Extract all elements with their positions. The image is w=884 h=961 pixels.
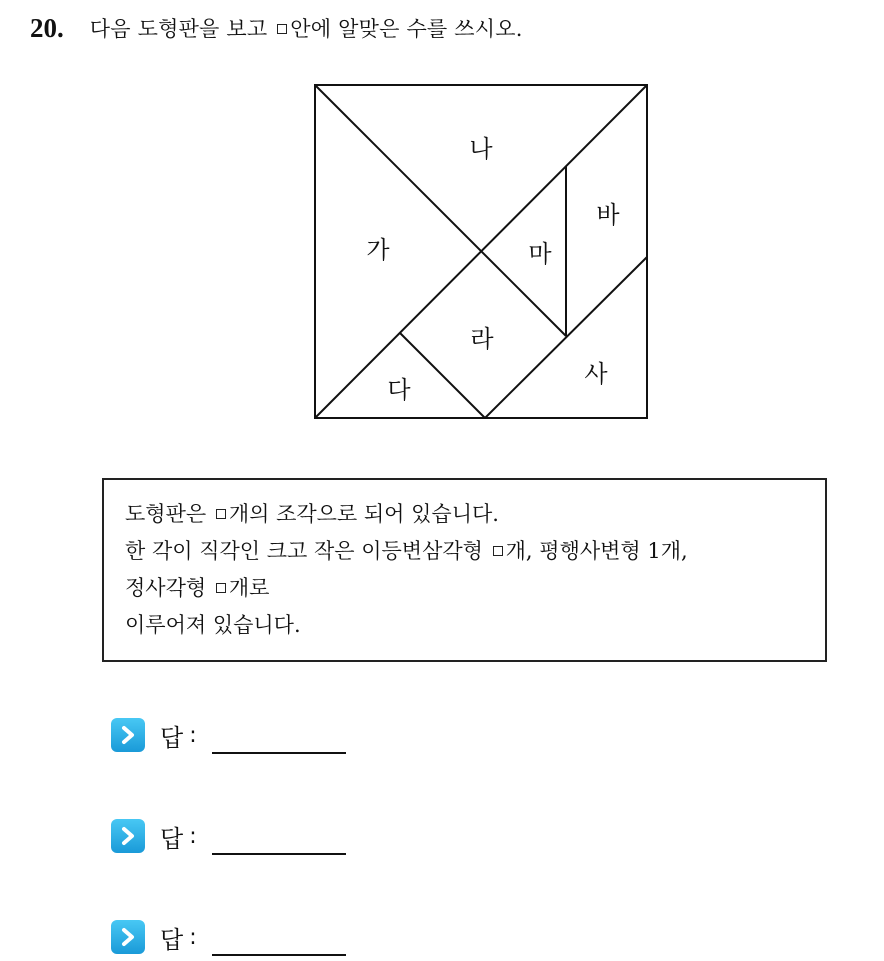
piece-label-ra: 라 <box>470 325 494 353</box>
statement-line-2-before: 한 각이 직각인 크고 작은 이등변삼각형 <box>125 539 490 563</box>
tangram-svg <box>0 0 884 470</box>
answer-colon: : <box>189 722 197 748</box>
answer-input-3[interactable] <box>212 954 346 956</box>
statement-line-2-after: 개, 평행사변형 1개, <box>505 539 688 563</box>
tangram-diagonal-line <box>315 85 566 336</box>
statement-line-3 <box>125 570 825 607</box>
answer-input-1[interactable] <box>212 752 346 754</box>
blank-box-icon <box>216 583 226 593</box>
answer-colon: : <box>189 823 197 849</box>
question-text-before: 다음 도형판을 보고 <box>89 17 275 41</box>
piece-label-sa: 사 <box>584 360 608 388</box>
question-text-after: 안에 알맞은 수를 쓰시오. <box>290 17 523 41</box>
statement-line-1 <box>125 496 825 533</box>
chevron-right-icon <box>111 718 145 752</box>
answer-label: 답 <box>160 723 184 752</box>
statement-line-2 <box>125 533 825 570</box>
statement-line-1-after: 개의 조각으로 되어 있습니다. <box>228 502 499 526</box>
statement-line-1-before: 도형판은 <box>125 502 213 526</box>
blank-box-icon <box>216 509 226 519</box>
answer-input-2[interactable] <box>212 853 346 855</box>
chevron-right-icon <box>111 819 145 853</box>
answer-row-3 <box>111 916 346 958</box>
piece-label-ma: 마 <box>528 240 552 268</box>
piece-label-da: 다 <box>387 376 411 404</box>
blank-box-icon <box>493 546 503 556</box>
answer-label: 답 <box>160 925 184 954</box>
statement-line-3-after: 개로 <box>228 576 270 600</box>
piece-label-ga: 가 <box>366 236 390 264</box>
chevron-right-icon <box>111 920 145 954</box>
tangram-figure <box>0 0 884 470</box>
answer-row-1 <box>111 714 346 756</box>
piece-label-na: 나 <box>469 135 493 163</box>
answer-row-2 <box>111 815 346 857</box>
statement-line-4: 이루어져 있습니다. <box>125 613 301 637</box>
statement-box <box>102 478 827 662</box>
answer-label: 답 <box>160 824 184 853</box>
answer-colon: : <box>189 924 197 950</box>
piece-label-ba: 바 <box>596 201 620 229</box>
statement-line-3-before: 정사각형 <box>125 576 213 600</box>
question-number: 20. <box>30 12 64 43</box>
